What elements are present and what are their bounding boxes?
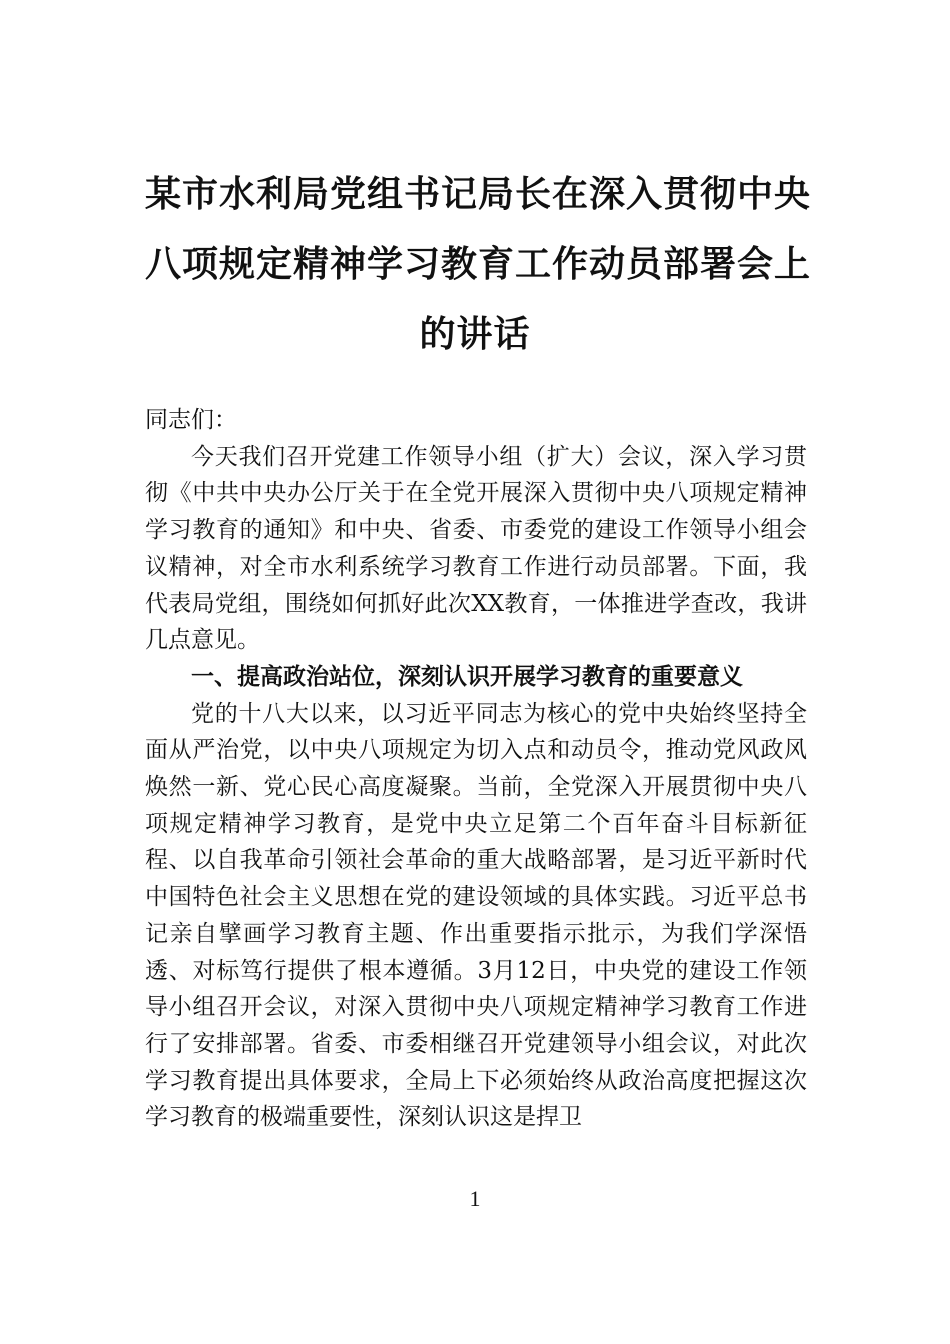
title-line: 八项规定精神学习教育工作动员部署会上 xyxy=(145,244,812,285)
salutation: 同志们： xyxy=(145,407,237,433)
section-heading: 一、提高政治站位，深刻认识开展学习教育的重要意义 xyxy=(191,663,743,690)
page-number: 1 xyxy=(469,1186,481,1211)
document-title xyxy=(145,160,812,370)
document-body xyxy=(145,402,807,1136)
title-line: 的讲话 xyxy=(419,314,531,355)
title-line: 某市水利局党组书记局长在深入贯彻中央 xyxy=(145,174,812,215)
body-paragraph: 党的十八大以来，以习近平同志为核心的党中央始终坚持全面从严治党，以中央八项规定为切入点和动员令，推动党风政风焕然一新、党心民心高度凝聚。当前，全党深入开展贯彻中央八项规定精神学习教育，是党中央立足第二个百年奋斗目标新征程、以自我革命引领社会革命的重大战略部署，是习近平新时代中国特色社会主义思想在党的建设领域的具体实践。习近平总书记亲自擘画学习教育主题、作出重要指示批示，为我们学深悟透、对标笃行提供了根本遵循。3月12日，中央党的建设工作领导小组召开会议，对深入贯彻中央八项规定精神学习教育工作进行了安排部署。省委、市委相继召开党建领导小组会议，对此次学习教育提出具体要求，全局上下必须始终从政治高度把握这次学习教育的极端重要性，深刻认识这是捍卫 xyxy=(145,700,807,1131)
body-paragraph: 今天我们召开党建工作领导小组（扩大）会议，深入学习贯彻《中共中央办公厅关于在全党开展深入贯彻中央八项规定精神学习教育的通知》和中央、省委、市委党的建设工作领导小组会议精神，对全市水利系统学习教育工作进行动员部署。下面，我代表局党组，围绕如何抓好此次XX教育，一体推进学查改，我讲几点意见。 xyxy=(145,443,807,654)
